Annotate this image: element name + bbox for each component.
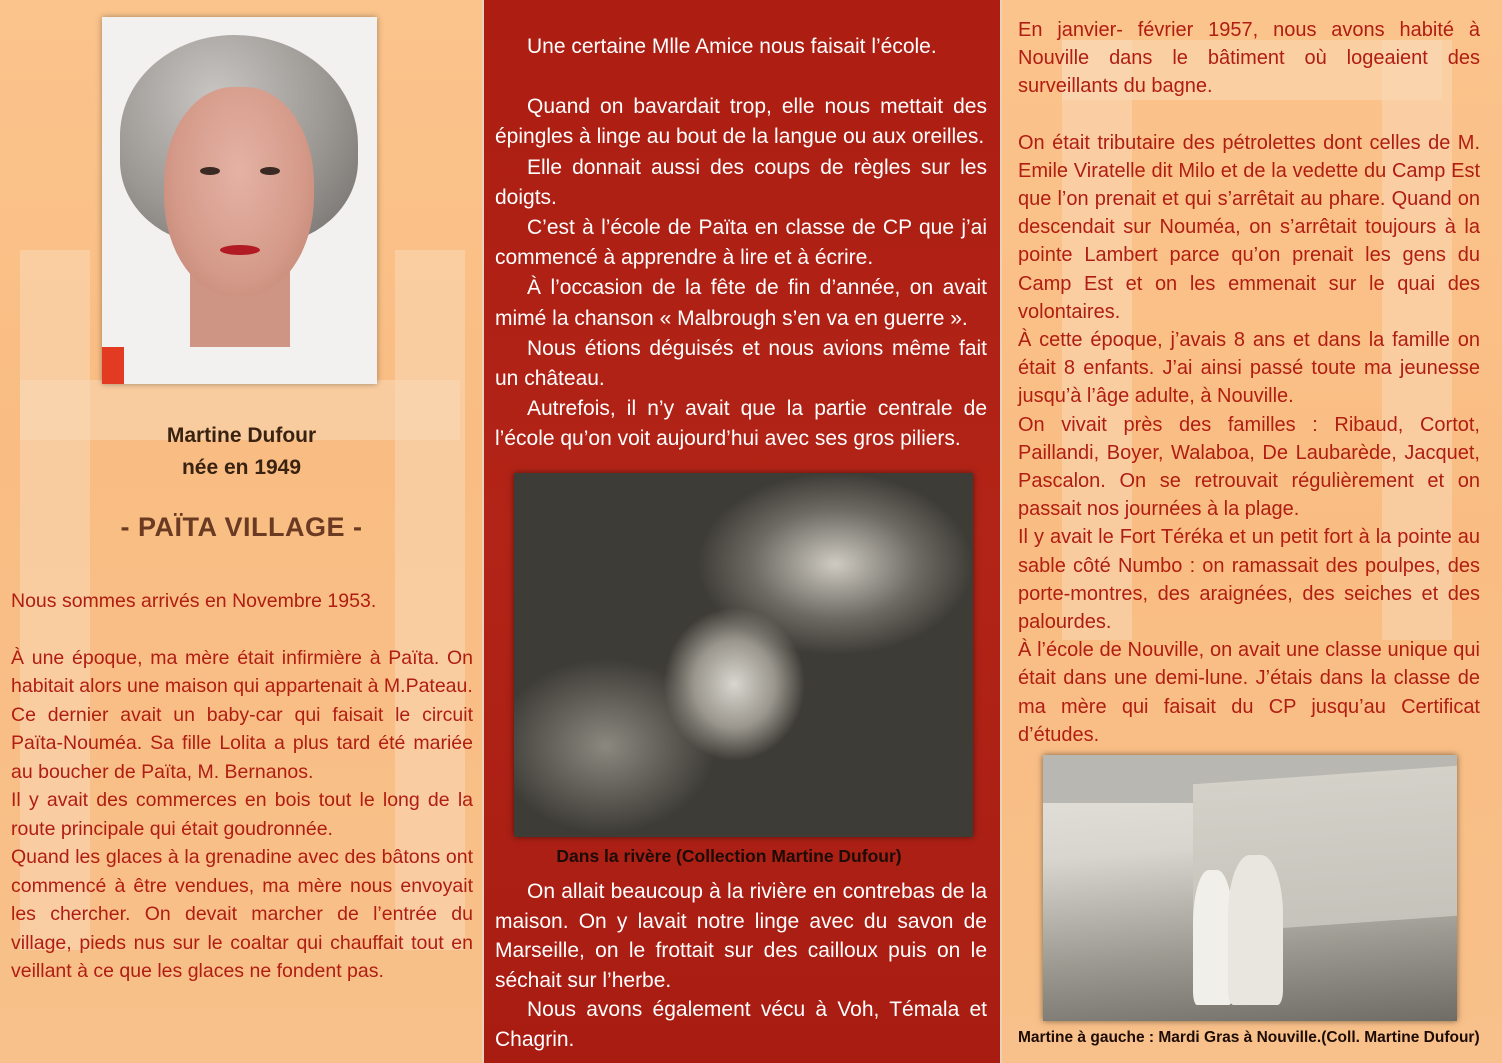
paragraph: Quand on bavardait trop, elle nous mettait des épingles à linge au bout de la langue ou aux oreilles. <box>495 95 987 149</box>
paragraph: Nous avons également vécu à Voh, Témala et Chagrin. <box>495 998 987 1051</box>
profile-name: Martine Dufour <box>166 424 317 447</box>
middle-story-continued <box>495 877 987 1054</box>
right-story <box>1018 16 1480 749</box>
paragraph: Elle donnait aussi des coups de règles sur les doigts. <box>495 155 987 209</box>
river-photo-caption: Dans la rivère (Collection Martine Dufour) <box>556 846 902 866</box>
profile-heading <box>0 420 483 484</box>
paragraph: On était tributaire des pétrolettes dont celles de M. Emile Viratelle dit Milo et de la vedette du Camp Est que l’on prenait et qui s’arrêtait au phare. Quand on descendait sur Nouméa, on s’arrêtait toujours à la pointe Lambert parce qu’on prenait les gens du Camp Est et on les emmenait sur le quai des volontaires. <box>1018 131 1480 323</box>
paragraph: On vivait près des familles : Ribaud, Cortot, Paillandi, Boyer, Walaboa, De Laubarède, Jacquet, Pascalon. On se retrouvait régulièrement et on passait nos journées à la plage. <box>1018 413 1480 521</box>
profile-birth: née en 1949 <box>181 456 302 479</box>
nouville-photo <box>1043 755 1457 1021</box>
paragraph: Autrefois, il n’y avait que la partie centrale de l’école qu’on voit aujourd’hui avec ses gros piliers. <box>495 397 987 451</box>
paragraph: À l’occasion de la fête de fin d’année, on avait mimé la chanson « Malbrough s’en va en guerre ». <box>495 276 987 330</box>
paragraph: C’est à l’école de Païta en classe de CP que j’ai commencé à apprendre à lire et à écrire. <box>495 216 987 270</box>
paragraph: Quand les glaces à la grenadine avec des bâtons ont commencé à être vendues, ma mère nous envoyait les chercher. On devait marcher de l’entrée du village, pieds nus sur le coaltar qui chauffait tout en veillant à ce que les glaces ne fondent pas. <box>11 846 473 982</box>
river-photo <box>514 473 973 837</box>
paragraph: Une certaine Mlle Amice nous faisait l’école. <box>527 35 937 58</box>
paragraph: À cette époque, j’avais 8 ans et dans la famille on était 8 enfants. J’ai ainsi passé toute ma jeunesse jusqu’à l’âge adulte, à Nouville. <box>1018 329 1480 408</box>
left-story <box>11 587 473 986</box>
paragraph: Nous sommes arrivés en Novembre 1953. <box>11 590 377 612</box>
paragraph: À une époque, ma mère était infirmière à Païta. On habitait alors une maison qui appartenait à M.Pateau. <box>11 646 473 697</box>
paragraph: À l’école de Nouville, on avait une classe unique qui était dans une demi-lune. J’étais dans la classe de ma mère qui faisait du CP jusqu’au Certificat d’études. <box>1018 639 1480 746</box>
middle-story <box>495 32 987 455</box>
portrait-photo <box>102 17 377 384</box>
paragraph: Il y avait des commerces en bois tout le long de la route principale qui était goudronnée. <box>11 789 473 840</box>
paragraph: Il y avait le Fort Téréka et un petit fort à la pointe au sable côté Numbo : on ramassait des poulpes, des porte-montres, des araignées, des seiches et des palourdes. <box>1018 526 1480 634</box>
paragraph: Nous étions déguisés et nous avions même fait un château. <box>495 336 987 391</box>
place-title: - PAÏTA VILLAGE - <box>120 512 363 542</box>
nouville-photo-caption: Martine à gauche : Mardi Gras à Nouville.(Coll. Martine Dufour) <box>1018 1029 1480 1046</box>
paragraph: On allait beaucoup à la rivière en contrebas de la maison. On y lavait notre linge avec du savon de Marseille, on le frottait sur des cailloux puis on le séchait sur l’herbe. <box>495 880 987 992</box>
paragraph: En janvier- février 1957, nous avons habité à Nouville dans le bâtiment où logeaient des surveillants du bagne. <box>1018 19 1480 98</box>
paragraph: Ce dernier avait un baby-car qui faisait le circuit Païta-Nouméa. Sa fille Lolita a plus tard été mariée au boucher de Païta, M. Bernanos. <box>11 703 473 783</box>
